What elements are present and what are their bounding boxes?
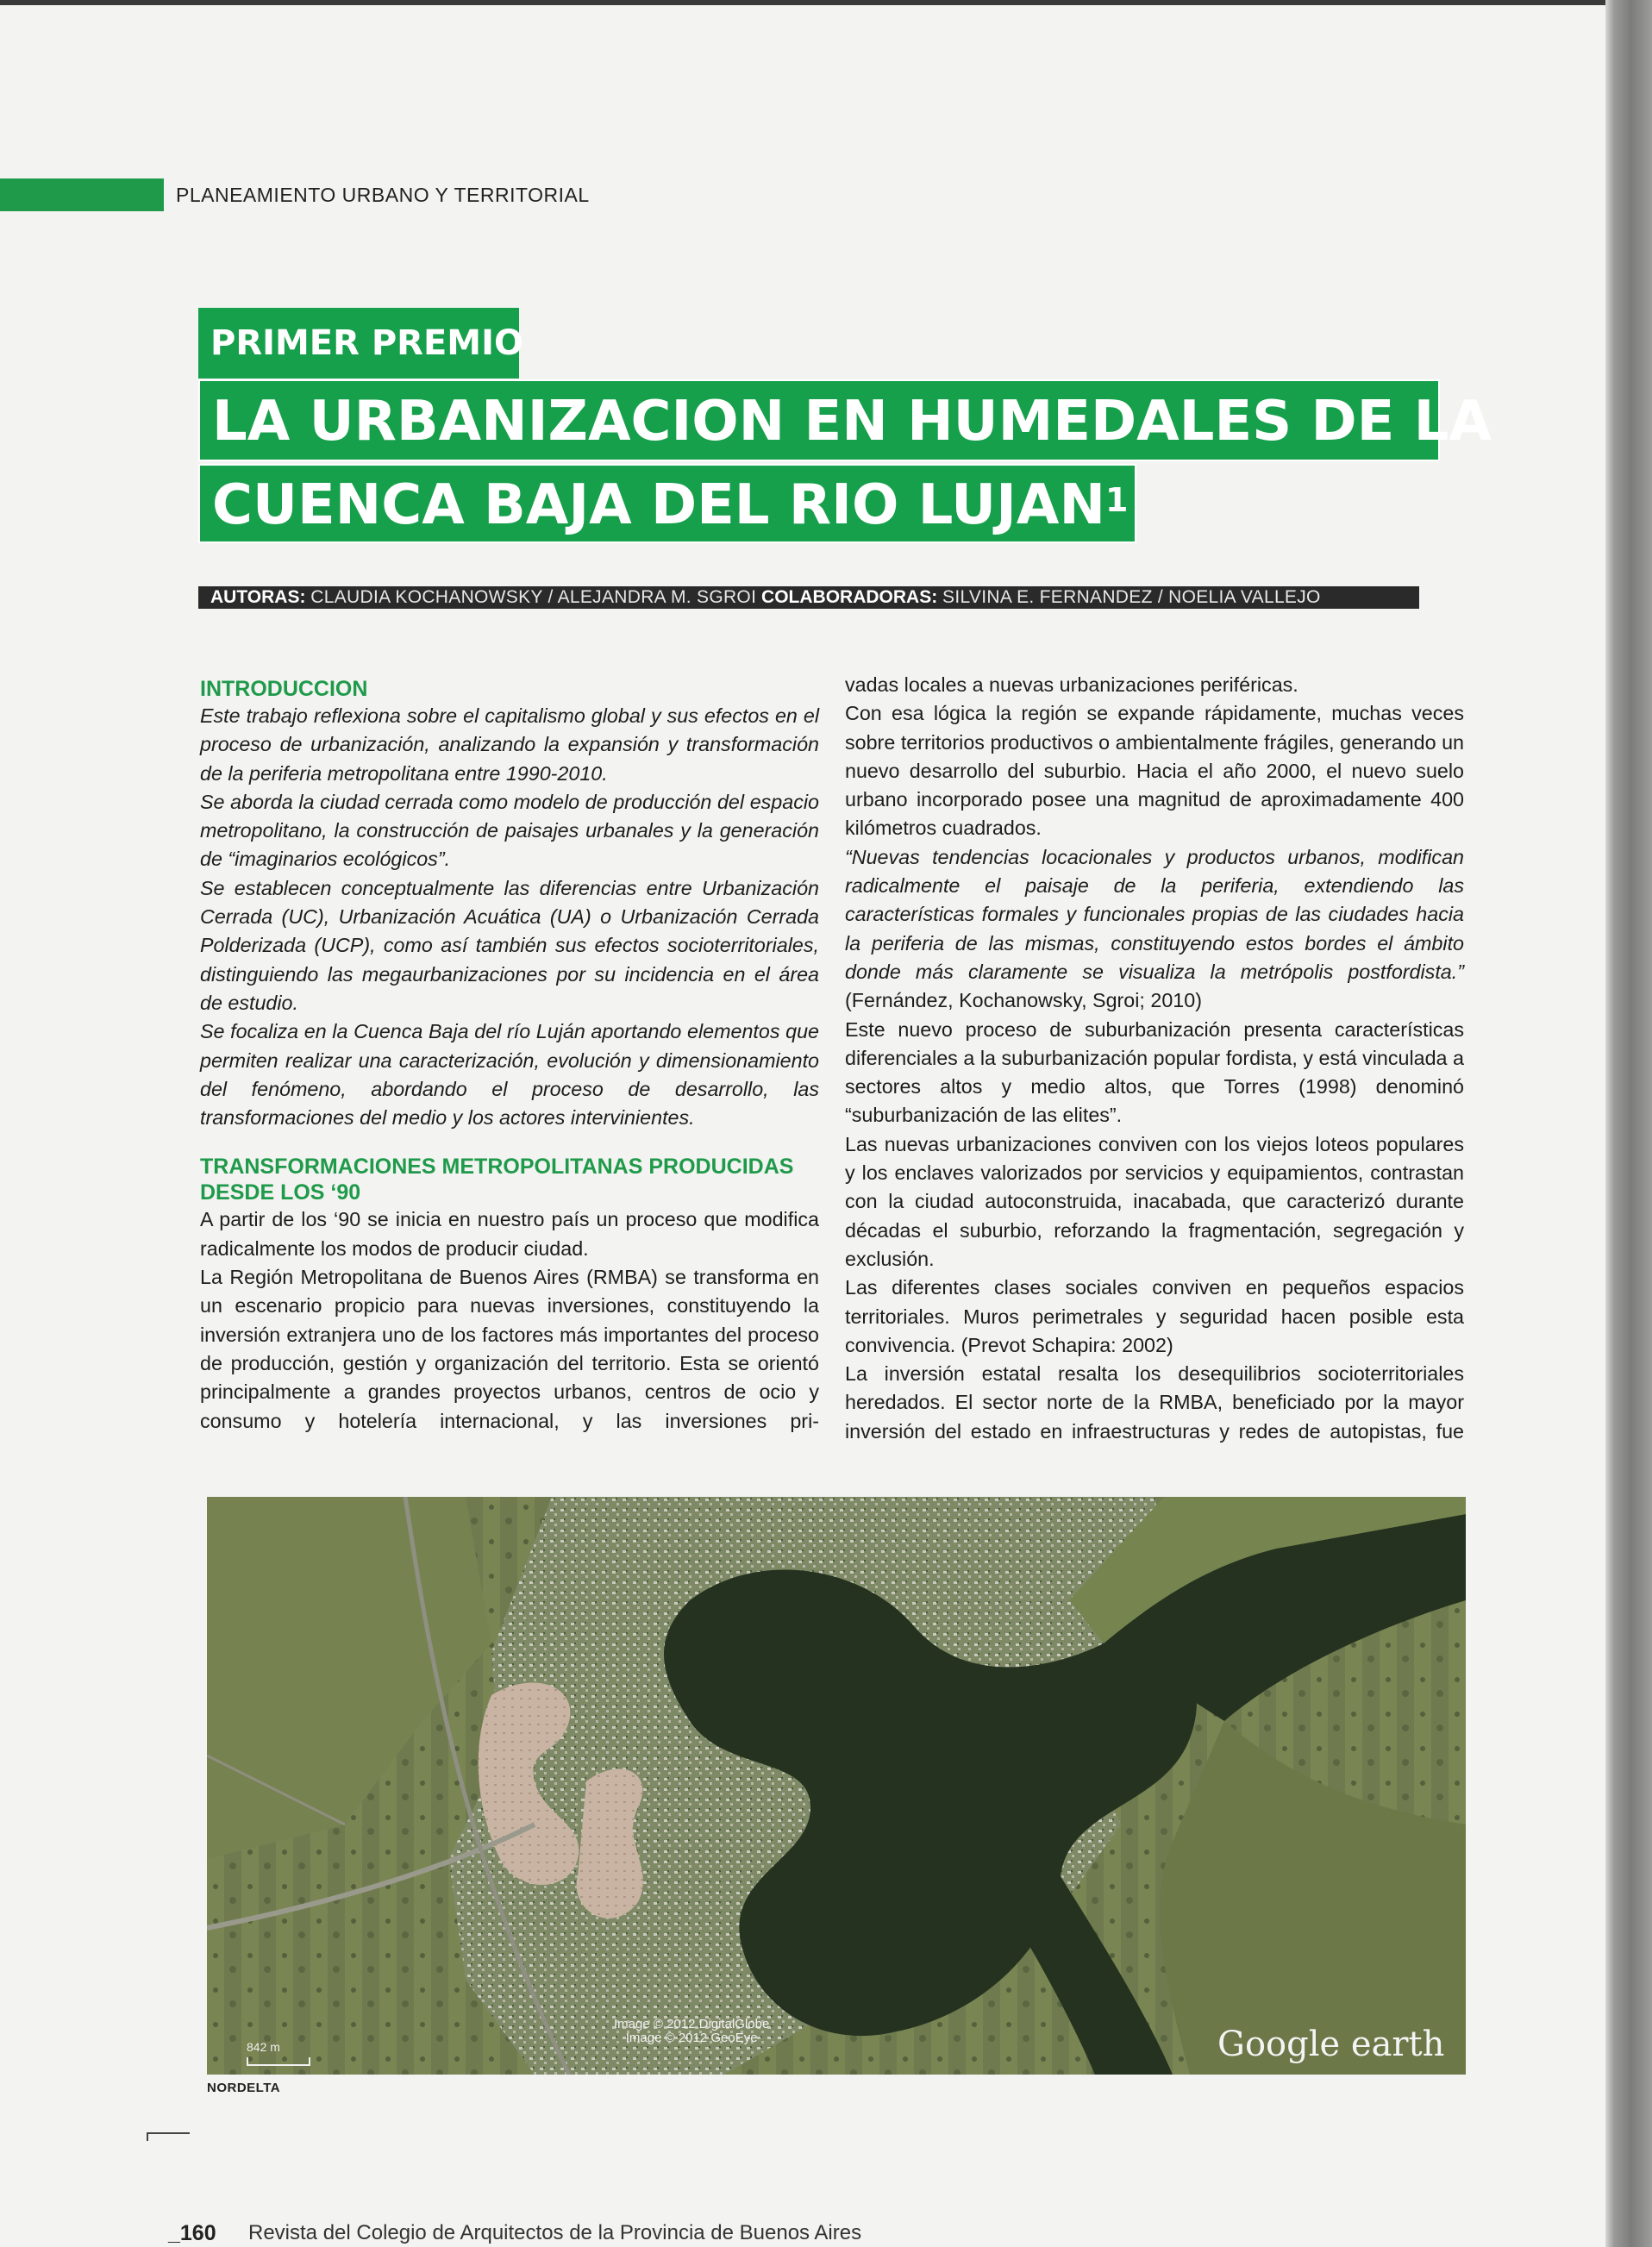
left-column [200, 676, 819, 1436]
section-marker-bar [0, 178, 164, 211]
scale-label: 842 m [247, 2040, 280, 2054]
page-number: _160 [168, 2221, 216, 2245]
transformations-heading: TRANSFORMACIONES METROPOLITANAS PRODUCIDAS DESDE LOS ‘90 [200, 1155, 794, 1205]
intro-heading: INTRODUCCION [200, 677, 368, 701]
page-spine-shadow [1605, 0, 1652, 2247]
body-paragraph: Las diferentes clases sociales conviven en pequeños espacios territoriales. Muros perimetrales y seguridad hacen posible esta convivencia. (Prevot Schapira: 2002) [845, 1276, 1464, 1356]
footer-rule [147, 2132, 190, 2134]
intro-paragraph: Se focaliza en la Cuenca Baja del río Luján aportando elementos que permiten realizar una caracterización, evolución y dimensionamiento del fenómeno, abordando el proceso de desarrollo, las transformaciones del medio y los actores intervinientes. [200, 1020, 819, 1130]
scale-bar [247, 2057, 310, 2066]
credits-bar [198, 586, 1419, 609]
title-footnote-marker: 1 [1105, 481, 1129, 519]
quote-paragraph [845, 843, 1464, 1016]
quote-citation: (Fernández, Kochanowsky, Sgroi; 2010) [845, 989, 1202, 1012]
body-paragraph: vadas locales a nuevas urbanizaciones periféricas. [845, 673, 1298, 696]
google-earth-logo: Google earth [1217, 2025, 1445, 2064]
body-paragraph: Las nuevas urbanizaciones conviven con los viejos loteos populares y los enclaves valorizados por servicios y equipamientos, contrastan con la ciudad autoconstruida, inacabada, que caracterizó durante décadas el suburbio, reforzando la fragmentación, segregación y exclusión. [845, 1132, 1464, 1270]
aerial-photo-illustration [207, 1497, 1466, 2075]
collaborators-names: SILVINA E. FERNANDEZ / NOELIA VALLEJO [942, 587, 1321, 607]
collaborators-label: COLABORADORAS: [761, 587, 938, 607]
body-paragraph: A partir de los ‘90 se inicia en nuestro país un proceso que modifica radicalmente los modos de producir ciudad. [200, 1208, 819, 1260]
intro-paragraph: Se aborda la ciudad cerrada como modelo de producción del espacio metropolitano, la construcción de paisajes urbanales y la generación de “imaginarios ecológicos”. [200, 790, 819, 871]
authors-label: AUTORAS: [210, 587, 306, 607]
intro-paragraph: Se establecen conceptualmente las diferencias entre Urbanización Cerrada (UC), Urbanización Acuática (UA) o Urbanización Cerrada Polderizada (UCP), como así también sus efectos socioterritoriales, distinguiendo las megaurbanizaciones por su incidencia en el área de estudio. [200, 876, 819, 1014]
photo-credits [614, 2018, 769, 2045]
section-label: PLANEAMIENTO URBANO Y TERRITORIAL [176, 184, 590, 206]
body-paragraph: La Región Metropolitana de Buenos Aires (RMBA) se transforma en un escenario propicio para nuevas inversiones, constituyendo la inversión extranjera uno de los factores más importantes del proceso de producción, gestión y organización del territorio. Esta se orientó principalmente a grandes proyectos urbanos, centros de ocio y consumo y hotelería internacional, y las inversiones pri- [200, 1266, 819, 1432]
body-paragraph: Con esa lógica la región se expande rápidamente, muchas veces sobre territorios productivos o ambientalmente frágiles, generando un nuevo desarrollo del suburbio. Hacia el año 2000, el nuevo suelo urbano incorporado posee una magnitud de aproximadamente 400 kilómetros cuadrados. [845, 702, 1464, 840]
authors-names: CLAUDIA KOCHANOWSKY / ALEJANDRA M. SGROI [310, 587, 757, 607]
award-label: PRIMER PREMIO [198, 308, 519, 379]
publication-name: Revista del Colegio de Arquitectos de la Provincia de Buenos Aires [248, 2221, 862, 2244]
new-development [577, 1769, 643, 1918]
footer-rule-tick [147, 2132, 148, 2141]
quote-text: “Nuevas tendencias locacionales y productos urbanos, modifican radicalmente el paisaje de la periferia, extendiendo las características formales y funcionales propias de las ciudades hacia la periferia de las mismas, constituyendo estos bordes el ámbito donde más claramente se visualiza la metrópolis postfordista.” [845, 845, 1464, 983]
article-title-line-1: LA URBANIZACION EN HUMEDALES DE LA [198, 379, 1440, 461]
article-title-line-2 [198, 464, 1136, 543]
credit-digitalglobe: Image © 2012 DigitalGlobe [614, 2017, 770, 2031]
photo-caption: NORDELTA [207, 2081, 281, 2095]
title-line-2-text: CUENCA BAJA DEL RIO LUJAN [212, 473, 1105, 537]
body-paragraph: La inversión estatal resalta los desequilibrios socioterritoriales heredados. El sector norte de la RMBA, beneficiado por la mayor inversión del estado en infraestructuras y redes de autopistas, fue [845, 1362, 1464, 1443]
page-top-edge [0, 0, 1612, 5]
body-paragraph: Este nuevo proceso de suburbanización presenta características diferenciales a la suburbanización popular fordista, y está vinculada a sectores altos y medio altos, que Torres (1998) denominó “suburbanización de las elites”. [845, 1017, 1464, 1127]
intro-paragraph: Este trabajo reflexiona sobre el capitalismo global y sus efectos en el proceso de urbanización, analizando la expansión y transformación de la periferia metropolitana entre 1990-2010. [200, 704, 819, 785]
right-column [845, 671, 1464, 1446]
credit-geoeye: Image © 2012 GeoEye [625, 2031, 758, 2045]
aerial-photo [207, 1497, 1466, 2075]
